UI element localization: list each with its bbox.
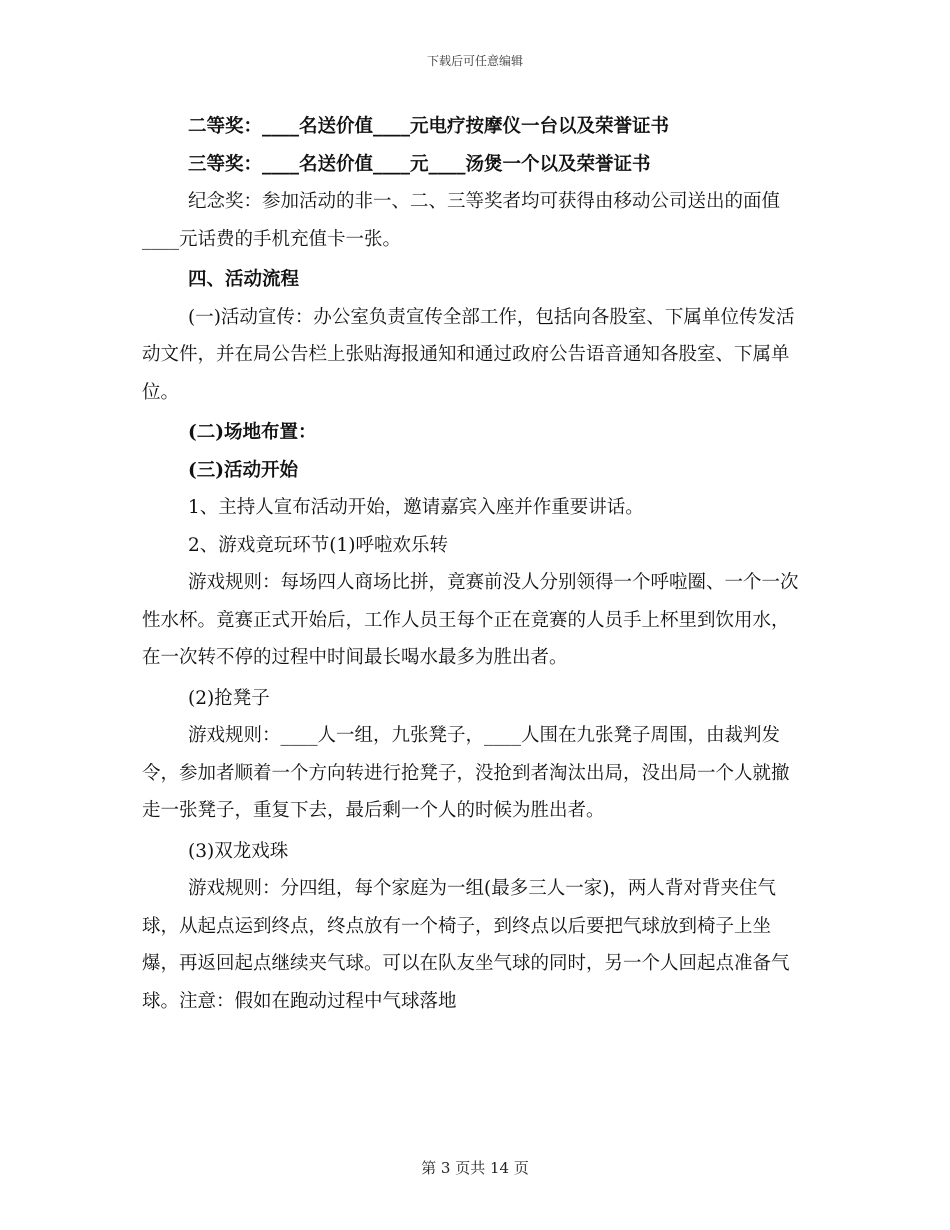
paragraph-activity-promotion: (一)活动宣传：办公室负责宣传全部工作，包括向各股室、下属单位传发活动文件，并在局公告栏上张贴海报通知和通过政府公告语音通知各股室、下属单位。 xyxy=(142,306,795,403)
paragraph-second-prize: 二等奖：____名送价值____元电疗按摩仪一台以及荣誉证书 xyxy=(188,116,670,137)
subheading-musical-chairs: (2)抢凳子 xyxy=(188,687,270,709)
list-item-game-session: 2、游戏竟玩环节(1)呼啦欢乐转 xyxy=(188,534,448,556)
page-footer: 第 3 页共 14 页 xyxy=(421,1159,529,1177)
list-item-host-announcement: 1、主持人宣布活动开始，邀请嘉宾入座并作重要讲话。 xyxy=(188,497,644,518)
page-header: 下载后可任意编辑 xyxy=(426,54,523,68)
paragraph-double-dragon-rules: 游戏规则：分四组，每个家庭为一组(最多三人一家)，两人背对背夹住气球，从起点运到终点，终点放有一个椅子，到终点以后要把气球放到椅子上坐爆，再返回起点继续夹气球。可以在队友坐气球的同时，另一个人回起点准备气球。注意：假如在跑动过程中气球落地 xyxy=(142,878,790,1012)
paragraph-commemorative-prize: 纪念奖：参加活动的非一、二、三等奖者均可获得由移动公司送出的面值____元话费的手机充值卡一张。 xyxy=(142,191,781,250)
document-body xyxy=(142,108,802,1020)
paragraph-hula-hoop-rules: 游戏规则：每场四人商场比拼，竟赛前没人分别领得一个呼啦圈、一个一次性水杯。竟赛正式开始后，工作人员王每个正在竟赛的人员手上杯里到饮用水，在一次转不停的过程中时间最长喝水最多为胜出者。 xyxy=(142,572,799,668)
subheading-double-dragon: (3)双龙戏珠 xyxy=(188,840,289,862)
paragraph-musical-chairs-rules: 游戏规则：____人一组，九张凳子，____人围在九张凳子周围，由裁判发令，参加者顺着一个方向转进行抢凳子，没抢到者淘汰出局，没出局一个人就撤走一张凳子，重复下去，最后剩一个人的时候为胜出者。 xyxy=(142,725,790,821)
subheading-activity-start: (三)活动开始 xyxy=(188,459,299,481)
paragraph-third-prize: 三等奖：____名送价值____元____汤煲一个以及荣誉证书 xyxy=(188,153,651,175)
section-heading-activity-process: 四、活动流程 xyxy=(188,269,300,290)
subheading-venue-setup: (二)场地布置： xyxy=(188,422,317,443)
